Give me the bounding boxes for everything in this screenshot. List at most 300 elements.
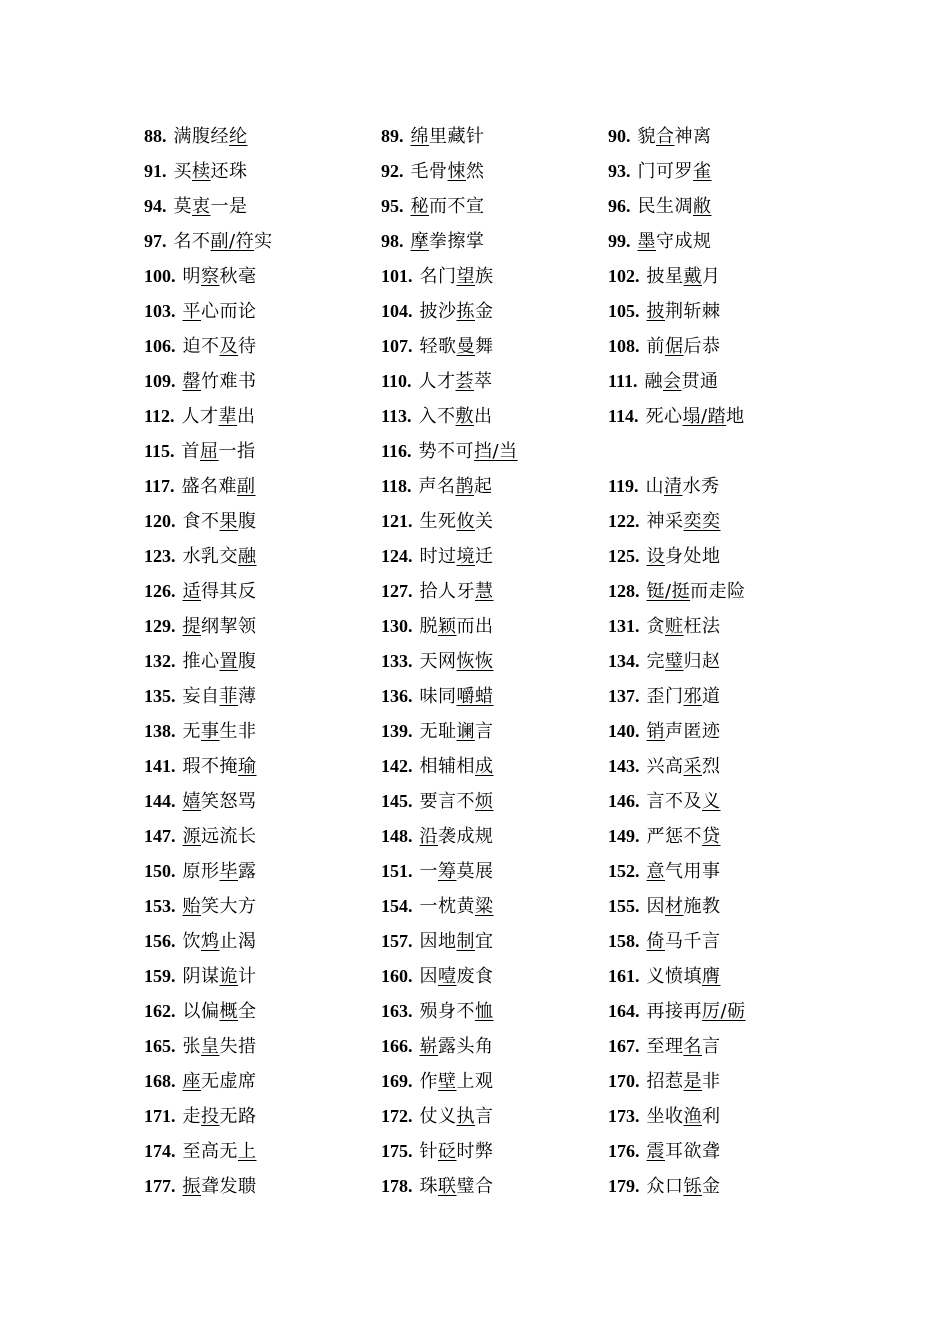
number-separator: . [171,861,176,881]
item-number: 108 [608,336,635,356]
idiom-text-before: 轻歌 [419,336,457,357]
number-separator: . [171,896,176,916]
underlined-character: 恢恢 [456,651,494,672]
idiom-phrase [647,574,746,609]
number-separator: . [635,301,640,321]
idiom-item [381,119,608,154]
idiom-item [381,1134,608,1169]
number-separator: . [626,126,631,146]
idiom-text-before: 仗义 [419,1106,457,1127]
idiom-text-after: 金 [475,301,494,322]
idiom-phrase [647,714,721,749]
underlined-character: 壁 [438,1071,457,1092]
idiom-item [144,539,381,574]
underlined-character: 贻 [182,896,201,917]
underlined-character: 制 [456,931,475,952]
idiom-text-after: 起 [474,476,493,497]
item-number: 110 [381,371,408,391]
item-number: 109 [144,371,171,391]
idiom-item [144,224,381,259]
idiom-text-before: 时过 [419,546,457,567]
idiom-text-before: 坐收 [646,1106,684,1127]
number-separator: . [635,1141,640,1161]
idiom-phrase [174,119,248,154]
idiom-text-after: 而出 [456,616,494,637]
number-separator: . [399,196,404,216]
item-number: 120 [144,511,171,531]
idiom-phrase [183,329,257,364]
idiom-text-before: 满腹经 [173,126,229,147]
idiom-text-before: 脱 [419,616,438,637]
idiom-text-before: 因 [646,896,665,917]
underlined-character: 副/符 [210,231,255,252]
underlined-character: 筹 [438,861,457,882]
idiom-text-before: 声名 [418,476,456,497]
number-separator: . [408,546,413,566]
number-separator: . [633,371,638,391]
item-number: 106 [144,336,171,356]
idiom-text-after: 露头角 [438,1036,494,1057]
item-number: 94 [144,196,162,216]
idiom-text-before: 门可罗 [637,161,693,182]
underlined-character: 贷 [702,826,721,847]
underlined-character: 秘 [410,196,429,217]
item-number: 90 [608,126,626,146]
number-separator: . [171,1001,176,1021]
underlined-character: 崭 [419,1036,438,1057]
idiom-item [144,994,381,1029]
idiom-phrase [647,329,721,364]
underlined-character: 销 [646,721,665,742]
idiom-text-before: 针 [419,1141,438,1162]
idiom-text-before: 一枕黄 [419,896,475,917]
idiom-phrase [183,819,257,854]
number-separator: . [171,686,176,706]
idiom-phrase [174,154,248,189]
idiom-item [144,1099,381,1134]
number-separator: . [635,1001,640,1021]
underlined-character: 铤/挺 [646,581,691,602]
item-number: 133 [381,651,408,671]
number-separator: . [408,1071,413,1091]
number-separator: . [635,861,640,881]
number-separator: . [408,966,413,986]
idiom-phrase [638,154,712,189]
idiom-phrase [647,259,721,294]
underlined-character: 会 [663,371,682,392]
idiom-text-before: 莫 [173,196,192,217]
idiom-phrase [647,784,721,819]
underlined-character: 投 [201,1106,220,1127]
number-separator: . [635,266,640,286]
idiom-phrase [183,924,257,959]
idiom-text-before: 相辅相 [419,756,475,777]
idiom-phrase [419,469,493,504]
idiom-text-after: 气用事 [665,861,721,882]
idiom-phrase [183,364,257,399]
underlined-character: 烦 [475,791,494,812]
underlined-character: 上 [238,1141,257,1162]
underlined-character: 赃 [665,616,684,637]
item-number: 153 [144,896,171,916]
item-number: 112 [144,406,171,426]
idiom-phrase [174,189,248,224]
idiom-item [144,364,381,399]
idiom-text-after: 纲挈领 [201,616,257,637]
idiom-text-before: 明 [182,266,201,287]
idiom-item [144,399,381,434]
number-separator: . [408,1176,413,1196]
idiom-item [381,574,608,609]
idiom-item [144,854,381,889]
item-number: 123 [144,546,171,566]
underlined-character: 嚼蜡 [456,686,494,707]
number-separator: . [170,441,175,461]
idiom-phrase [420,259,494,294]
idiom-phrase [420,889,494,924]
underlined-character: 采 [683,756,702,777]
idiom-item [608,819,808,854]
idiom-item [608,994,808,1029]
underlined-character: 名 [683,1036,702,1057]
item-number: 97 [144,231,162,251]
item-number: 176 [608,1141,635,1161]
item-number: 88 [144,126,162,146]
underlined-character: 屈 [200,441,219,462]
idiom-text-before: 死心 [645,406,683,427]
item-number: 145 [381,791,408,811]
idiom-phrase [183,714,257,749]
idiom-item [608,679,808,714]
underlined-character: 奕奕 [683,511,721,532]
idiom-item [608,959,808,994]
number-separator: . [635,896,640,916]
idiom-text-before: 饮 [182,931,201,952]
item-number: 132 [144,651,171,671]
idiom-phrase [419,434,518,469]
idiom-item [144,574,381,609]
number-separator: . [634,406,639,426]
idiom-text-after: 言 [475,721,494,742]
idiom-text-before: 因地 [419,931,457,952]
number-separator: . [635,546,640,566]
idiom-text-before: 妄自 [182,686,220,707]
idiom-item [608,259,808,294]
idiom-item [381,784,608,819]
number-separator: . [635,616,640,636]
idiom-phrase [647,854,721,889]
underlined-character: 适 [182,581,201,602]
underlined-character: 摩 [410,231,429,252]
idiom-item [381,154,608,189]
idiom-phrase [183,994,257,1029]
idiom-text-before: 人才 [418,371,456,392]
number-separator: . [171,826,176,846]
idiom-phrase [182,434,256,469]
idiom-phrase [411,154,485,189]
idiom-text-after: 而不宣 [429,196,485,217]
number-separator: . [399,161,404,181]
idiom-phrase [647,924,721,959]
idiom-item [144,819,381,854]
idiom-text-before: 入不 [418,406,456,427]
number-separator: . [635,581,640,601]
idiom-item [381,469,608,504]
idiom-text-before: 披沙 [419,301,457,322]
idiom-text-before: 张 [182,1036,201,1057]
idiom-text-before: 无 [182,721,201,742]
idiom-item [144,889,381,924]
idiom-text-after: 神离 [674,126,712,147]
underlined-character: 膺 [702,966,721,987]
underlined-character: 渔 [683,1106,702,1127]
item-number: 121 [381,511,408,531]
item-number: 141 [144,756,171,776]
number-separator: . [626,231,631,251]
idiom-item [381,434,608,469]
idiom-text-after: 烈 [702,756,721,777]
idiom-text-before: 前 [646,336,665,357]
idiom-item [144,1064,381,1099]
item-number: 91 [144,161,162,181]
item-number: 96 [608,196,626,216]
number-separator: . [171,966,176,986]
idiom-item [381,749,608,784]
underlined-character: 衷 [192,196,211,217]
idiom-text-after: 拳擦掌 [429,231,485,252]
number-separator: . [171,791,176,811]
idiom-phrase [183,574,257,609]
number-separator: . [634,476,639,496]
underlined-character: 绵 [410,126,429,147]
idiom-phrase [420,819,494,854]
number-separator: . [635,336,640,356]
item-number: 168 [144,1071,171,1091]
idiom-text-before: 严惩不 [646,826,702,847]
number-separator: . [171,546,176,566]
number-separator: . [408,756,413,776]
underlined-character: 披 [646,301,665,322]
number-separator: . [408,336,413,356]
idiom-item [608,854,808,889]
item-number: 127 [381,581,408,601]
underlined-character: 源 [182,826,201,847]
item-number: 164 [608,1001,635,1021]
number-separator: . [407,371,412,391]
underlined-character: 合 [656,126,675,147]
idiom-item [144,294,381,329]
item-number: 138 [144,721,171,741]
underlined-character: 塌/踏 [682,406,727,427]
idiom-text-after: 莫展 [456,861,494,882]
idiom-phrase [647,539,721,574]
item-number: 172 [381,1106,408,1126]
idiom-item [144,959,381,994]
idiom-item [608,1064,808,1099]
number-separator: . [171,511,176,531]
idiom-phrase [647,644,721,679]
idiom-text-before: 贪 [646,616,665,637]
underlined-character: 攸 [456,511,475,532]
item-number: 119 [608,476,635,496]
underlined-character: 振 [182,1176,201,1197]
underlined-character: 执 [456,1106,475,1127]
number-separator: . [635,966,640,986]
number-separator: . [635,1106,640,1126]
idiom-item [144,714,381,749]
idiom-item [381,224,608,259]
idiom-text-before: 水乳交 [182,546,238,567]
underlined-character: 罄 [182,371,201,392]
underlined-character: 璧 [665,651,684,672]
idiom-item [381,259,608,294]
number-separator: . [399,231,404,251]
idiom-phrase [647,294,721,329]
idiom-item [608,329,808,364]
number-separator: . [408,301,413,321]
idiom-item [381,959,608,994]
underlined-character: 义 [702,791,721,812]
underlined-character: 置 [219,651,238,672]
idiom-phrase [646,469,720,504]
number-separator: . [635,686,640,706]
number-separator: . [635,826,640,846]
idiom-text-after: 关 [475,511,494,532]
number-separator: . [171,1106,176,1126]
idiom-phrase [183,504,257,539]
idiom-text-before: 融 [644,371,664,392]
idiom-phrase [183,539,257,574]
idiom-item [144,924,381,959]
underlined-character: 敝 [693,196,712,217]
number-separator: . [408,1106,413,1126]
number-separator: . [171,581,176,601]
idiom-text-before: 天网 [419,651,457,672]
idiom-phrase [647,609,721,644]
idiom-item [381,1099,608,1134]
idiom-text-before: 歪门 [646,686,684,707]
idiom-text-after: 宜 [475,931,494,952]
idiom-phrase [647,959,721,994]
idiom-text-before: 兴高 [646,756,684,777]
idiom-text-after: 枉法 [683,616,721,637]
idiom-text-before: 迫不 [182,336,220,357]
idiom-text-after: 后恭 [683,336,721,357]
number-separator: . [408,651,413,671]
number-separator: . [407,406,412,426]
idiom-item [381,644,608,679]
number-separator: . [408,896,413,916]
underlined-character: 境 [456,546,475,567]
idiom-text-after: 待 [238,336,257,357]
idiom-item [144,784,381,819]
number-separator: . [171,336,176,356]
idiom-item [144,1029,381,1064]
item-number: 140 [608,721,635,741]
underlined-character: 望 [456,266,475,287]
underlined-character: 悚 [447,161,466,182]
idiom-text-after: 生非 [219,721,257,742]
idiom-text-before: 一 [419,861,438,882]
idiom-phrase [420,1029,494,1064]
idiom-item [608,504,808,539]
item-number: 156 [144,931,171,951]
underlined-character: 震 [646,1141,665,1162]
idiom-text-after: 无虚席 [201,1071,257,1092]
number-separator: . [635,1176,640,1196]
underlined-character: 提 [182,616,201,637]
underlined-character: 雀 [693,161,712,182]
idiom-text-before: 再接再 [646,1001,702,1022]
idiom-item [381,504,608,539]
item-number: 175 [381,1141,408,1161]
idiom-item [608,469,808,504]
idiom-phrase [182,469,256,504]
underlined-character: 椟 [192,161,211,182]
number-separator: . [635,651,640,671]
idiom-text-after: 舞 [475,336,494,357]
idiom-item [608,1134,808,1169]
idiom-text-after: 露 [238,861,257,882]
item-number: 125 [608,546,635,566]
underlined-character: 邪 [683,686,702,707]
item-number: 98 [381,231,399,251]
item-number: 118 [381,476,408,496]
idiom-text-before: 势不可 [418,441,475,462]
underlined-character: 毕 [219,861,238,882]
number-separator: . [626,196,631,216]
idiom-text-after: 守成规 [656,231,712,252]
idiom-text-after: 言 [702,1036,721,1057]
underlined-character: 成 [475,756,494,777]
item-number: 129 [144,616,171,636]
idiom-phrase [647,504,721,539]
number-separator: . [170,406,175,426]
idiom-text-after: 金 [702,1176,721,1197]
idiom-item [144,154,381,189]
item-number: 148 [381,826,408,846]
idiom-text-before: 因 [419,966,438,987]
number-separator: . [635,931,640,951]
idiom-text-after: 利 [702,1106,721,1127]
idiom-item [144,504,381,539]
item-number: 113 [381,406,408,426]
idiom-item [608,539,808,574]
idiom-item [608,1099,808,1134]
underlined-character: 曼 [456,336,475,357]
underlined-character: 平 [182,301,201,322]
item-number: 154 [381,896,408,916]
idiom-phrase [420,1169,494,1204]
item-number: 101 [381,266,408,286]
idiom-text-before: 神采 [646,511,684,532]
item-number: 147 [144,826,171,846]
idiom-item [144,119,381,154]
underlined-character: 倨 [665,336,684,357]
idiom-phrase [647,1099,721,1134]
idiom-text-before: 义愤填 [646,966,702,987]
number-separator: . [408,826,413,846]
number-separator: . [171,651,176,671]
underlined-character: 纶 [229,126,248,147]
idiom-phrase [183,679,257,714]
idiom-text-before: 民生凋 [637,196,693,217]
idiom-text-after: 璧合 [456,1176,494,1197]
idiom-phrase [647,889,721,924]
item-number: 100 [144,266,171,286]
idiom-text-after: 上观 [456,1071,494,1092]
item-number: 165 [144,1036,171,1056]
